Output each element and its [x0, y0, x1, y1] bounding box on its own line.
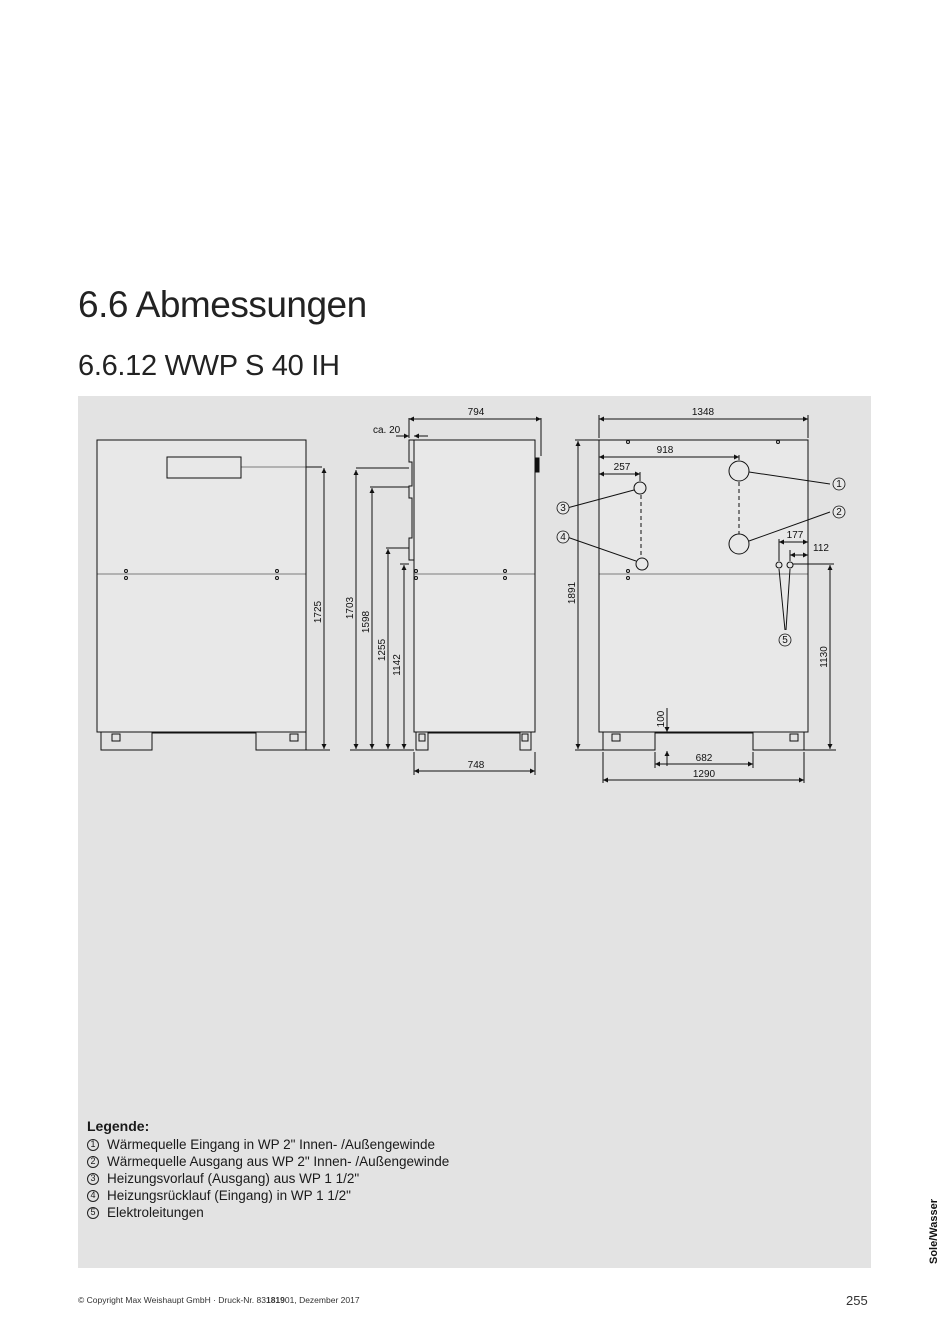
section-heading: 6.6 Abmessungen [78, 284, 367, 325]
marker-1: 1 [836, 479, 842, 490]
dim-1142: 1142 [392, 654, 403, 676]
legend-item [87, 1136, 449, 1153]
legend-title: Legende: [87, 1118, 150, 1134]
copyright-part: © Copyright Max Weishaupt GmbH · Druck-Nr. 83 [78, 1295, 266, 1305]
dim-100: 100 [656, 710, 667, 728]
legend-text: Wärmequelle Ausgang aus WP 2" Innen- /Außengewinde [107, 1154, 450, 1169]
legend-item [87, 1204, 449, 1221]
page-number: 255 [846, 1293, 868, 1308]
legend-number: 1 [87, 1139, 99, 1151]
legend-text: Heizungsrücklauf (Eingang) in WP 1 1/2" [107, 1188, 351, 1203]
dim-1891: 1891 [567, 581, 578, 605]
side-view [350, 418, 541, 775]
dim-1290: 1290 [692, 769, 716, 780]
dim-794: 794 [467, 407, 485, 418]
legend-item [87, 1153, 449, 1170]
legend-number: 5 [87, 1207, 99, 1219]
dim-177: 177 [786, 530, 804, 541]
legend-item [87, 1170, 449, 1187]
dim-1725: 1725 [313, 600, 324, 624]
legend-text: Elektroleitungen [107, 1205, 204, 1220]
marker-3: 3 [560, 503, 566, 514]
side-label: Sole/Wasser [928, 1198, 940, 1264]
footer-copyright [78, 1295, 360, 1305]
front-view [97, 440, 330, 750]
dim-1255: 1255 [377, 638, 388, 662]
dim-1703: 1703 [345, 596, 356, 620]
dim-1348: 1348 [691, 407, 715, 418]
dim-257: 257 [613, 462, 631, 473]
dim-112: 112 [813, 543, 829, 554]
marker-5: 5 [782, 635, 788, 646]
legend [87, 1118, 449, 1221]
subsection-heading: 6.6.12 WWP S 40 IH [78, 350, 340, 382]
dim-1130: 1130 [819, 646, 830, 668]
copyright-part: 01, Dezember 2017 [284, 1295, 360, 1305]
dim-1598: 1598 [361, 610, 372, 634]
legend-text: Heizungsvorlauf (Ausgang) aus WP 1 1/2" [107, 1171, 360, 1186]
rear-view [567, 415, 836, 783]
legend-item [87, 1187, 449, 1204]
dim-ca20: ca. 20 [373, 425, 401, 436]
dim-682: 682 [695, 753, 713, 764]
legend-number: 2 [87, 1156, 99, 1168]
dim-918: 918 [656, 445, 674, 456]
marker-4: 4 [560, 532, 566, 543]
marker-2: 2 [836, 507, 842, 518]
dim-748: 748 [467, 760, 485, 771]
legend-number: 3 [87, 1173, 99, 1185]
copyright-bold: 1819 [265, 1295, 285, 1305]
legend-text: Wärmequelle Eingang in WP 2" Innen- /Außengewinde [107, 1137, 435, 1152]
legend-number: 4 [87, 1190, 99, 1202]
